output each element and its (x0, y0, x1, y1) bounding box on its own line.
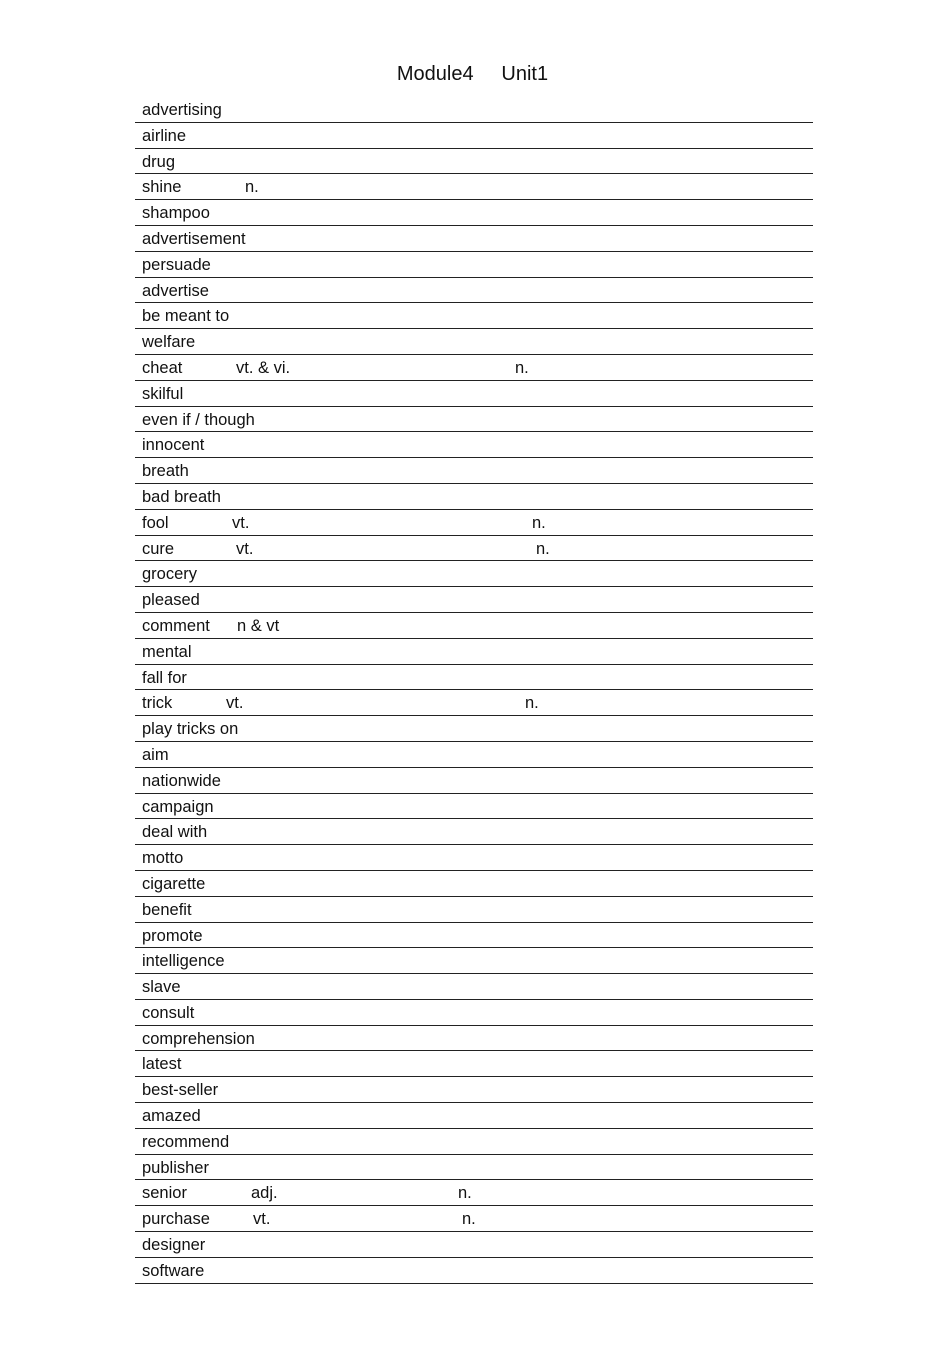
noun-form-label: n. (515, 358, 529, 377)
page-title: Module4 Unit1 (396, 63, 549, 85)
vocab-row (135, 97, 813, 123)
vocab-term: amazed (142, 1107, 201, 1126)
vocab-term: even if / though (142, 410, 255, 429)
vocab-row (135, 742, 813, 768)
vocab-row (135, 1206, 813, 1232)
vocab-row (135, 1103, 813, 1129)
vocab-row (135, 226, 813, 252)
vocab-term: advertise (142, 281, 209, 300)
vocab-term: bad breath (142, 487, 221, 506)
vocab-row (135, 639, 813, 665)
vocab-row (135, 200, 813, 226)
vocab-row (135, 819, 813, 845)
vocab-row (135, 536, 813, 562)
vocab-term: drug (142, 152, 176, 171)
vocab-row (135, 1129, 813, 1155)
vocab-row (135, 484, 813, 510)
vocab-term: advertisement (142, 229, 246, 248)
vocab-row (135, 613, 813, 639)
noun-form-label: n. (458, 1184, 472, 1203)
vocab-term: innocent (142, 436, 205, 455)
vocab-row (135, 665, 813, 691)
vocab-row (135, 561, 813, 587)
vocab-row (135, 458, 813, 484)
vocab-term: deal with (142, 823, 208, 842)
vocab-row (135, 845, 813, 871)
vocab-term: benefit (142, 900, 192, 919)
vocab-term: comprehension (142, 1029, 255, 1048)
vocab-row (135, 923, 813, 949)
vocab-term: designer (142, 1236, 206, 1255)
part-of-speech: vt. (253, 1210, 271, 1229)
vocab-row (135, 974, 813, 1000)
vocab-row (135, 1051, 813, 1077)
vocab-term: cure (142, 539, 175, 558)
vocab-term: aim (142, 745, 169, 764)
vocab-row (135, 278, 813, 304)
vocab-term: cigarette (142, 874, 206, 893)
vocab-row (135, 510, 813, 536)
vocab-term: be meant to (142, 307, 230, 326)
vocab-term: recommend (142, 1132, 230, 1151)
part-of-speech: vt. (226, 694, 244, 713)
vocab-row (135, 252, 813, 278)
noun-form-label: n. (525, 694, 539, 713)
noun-form-label: n. (536, 539, 550, 558)
vocab-term: airline (142, 126, 187, 145)
part-of-speech: n. (245, 178, 259, 197)
vocab-term: comment (142, 616, 210, 635)
vocab-term: persuade (142, 255, 211, 274)
vocab-term: mental (142, 642, 192, 661)
vocab-row (135, 1155, 813, 1181)
vocab-term: trick (142, 694, 173, 713)
noun-form-label: n. (532, 513, 546, 532)
vocab-row (135, 355, 813, 381)
vocab-term: welfare (142, 333, 196, 352)
vocab-row (135, 381, 813, 407)
vocab-term: skilful (142, 384, 184, 403)
part-of-speech: vt. & vi. (236, 358, 291, 377)
vocab-term: shampoo (142, 204, 210, 223)
vocab-term: motto (142, 849, 184, 868)
vocab-row (135, 716, 813, 742)
vocab-term: shine (142, 178, 182, 197)
vocab-term: campaign (142, 797, 214, 816)
vocab-row (135, 407, 813, 433)
part-of-speech: adj. (251, 1184, 278, 1203)
vocab-row (135, 768, 813, 794)
vocab-term: software (142, 1261, 205, 1280)
vocab-row (135, 432, 813, 458)
vocab-row (135, 1077, 813, 1103)
vocab-term: fall for (142, 668, 187, 687)
vocab-row (135, 794, 813, 820)
vocab-term: promote (142, 926, 203, 945)
noun-form-label: n. (462, 1210, 476, 1229)
vocab-row (135, 149, 813, 175)
vocab-term: grocery (142, 565, 198, 584)
vocab-row (135, 587, 813, 613)
part-of-speech: n & vt (237, 616, 280, 635)
vocab-row (135, 1232, 813, 1258)
vocab-term: best-seller (142, 1081, 219, 1100)
vocab-term: senior (142, 1184, 187, 1203)
vocab-row (135, 1180, 813, 1206)
vocab-row (135, 1026, 813, 1052)
vocab-term: consult (142, 1003, 195, 1022)
vocab-term: publisher (142, 1158, 209, 1177)
vocab-term: intelligence (142, 952, 225, 971)
part-of-speech: vt. (236, 539, 254, 558)
vocab-row (135, 897, 813, 923)
vocab-term: slave (142, 978, 181, 997)
vocab-term: latest (142, 1055, 182, 1074)
part-of-speech: vt. (232, 513, 250, 532)
vocab-row (135, 123, 813, 149)
vocab-term: purchase (142, 1210, 210, 1229)
vocab-row (135, 1258, 813, 1284)
vocab-row (135, 174, 813, 200)
vocab-term: play tricks on (142, 720, 239, 739)
vocab-row (135, 329, 813, 355)
vocab-term: pleased (142, 591, 200, 610)
vocab-term: fool (142, 513, 169, 532)
vocab-term: cheat (142, 358, 183, 377)
vocab-row (135, 690, 813, 716)
vocab-list (135, 97, 813, 1284)
vocab-term: nationwide (142, 771, 221, 790)
vocab-row (135, 1000, 813, 1026)
vocab-row (135, 871, 813, 897)
vocab-term: advertising (142, 101, 222, 119)
vocab-row (135, 948, 813, 974)
vocab-row (135, 303, 813, 329)
vocab-term: breath (142, 462, 189, 481)
